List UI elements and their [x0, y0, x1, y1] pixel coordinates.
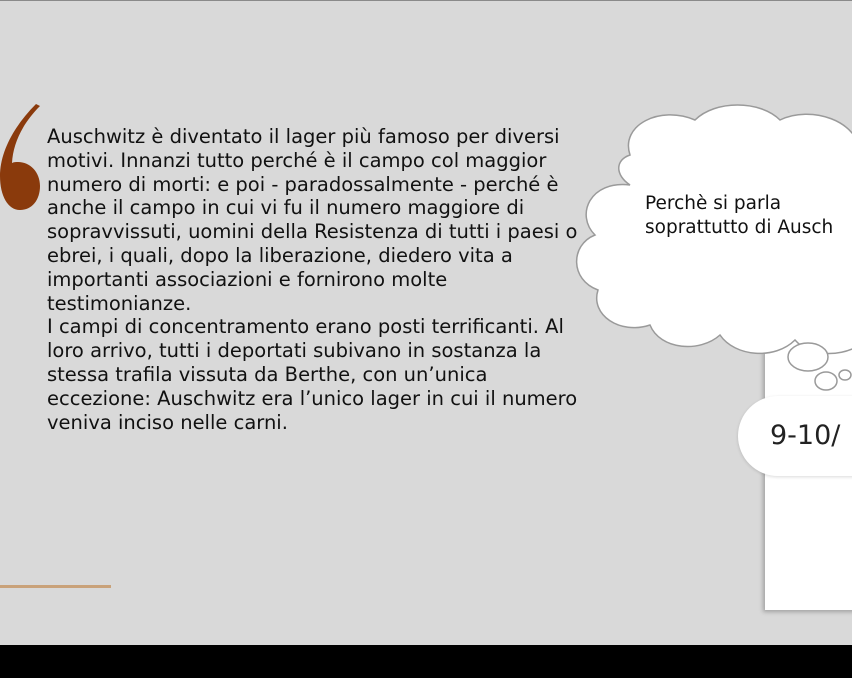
bottom-bar [0, 645, 852, 678]
cloud-line-1: Perchè si parla [645, 193, 782, 214]
page-indicator: 9-10/ [770, 420, 841, 451]
bottom-strip [0, 678, 852, 696]
thought-cloud-icon [560, 95, 852, 395]
accent-line [0, 585, 111, 588]
body-paragraph-2: I campi di concentramento erano posti terrificanti. Al loro arrivo, tutti i deportati subivano in sostanza la stessa trafila vissuta da Berthe, con un’unica eccezione: Auschwitz era l’unico lager in cui il numero veniva inciso nelle carni. [47, 315, 578, 434]
top-divider [0, 0, 852, 1]
cloud-line-2: soprattutto di Ausch [645, 217, 834, 238]
cloud-text [645, 192, 852, 240]
body-text [47, 125, 587, 434]
body-paragraph-1: Auschwitz è diventato il lager più famoso per diversi motivi. Innanzi tutto perché è il campo col maggior numero di morti: e poi - paradossalmente - perché è anche il campo in cui vi fu il numero maggiore di sopravvissuti, uomini della Resistenza di tutti i paesi o ebrei, i quali, dopo la liberazione, diedero vita a importanti associazioni e fornirono molte testimonianze. [47, 125, 578, 315]
opening-quote-icon [0, 100, 44, 212]
